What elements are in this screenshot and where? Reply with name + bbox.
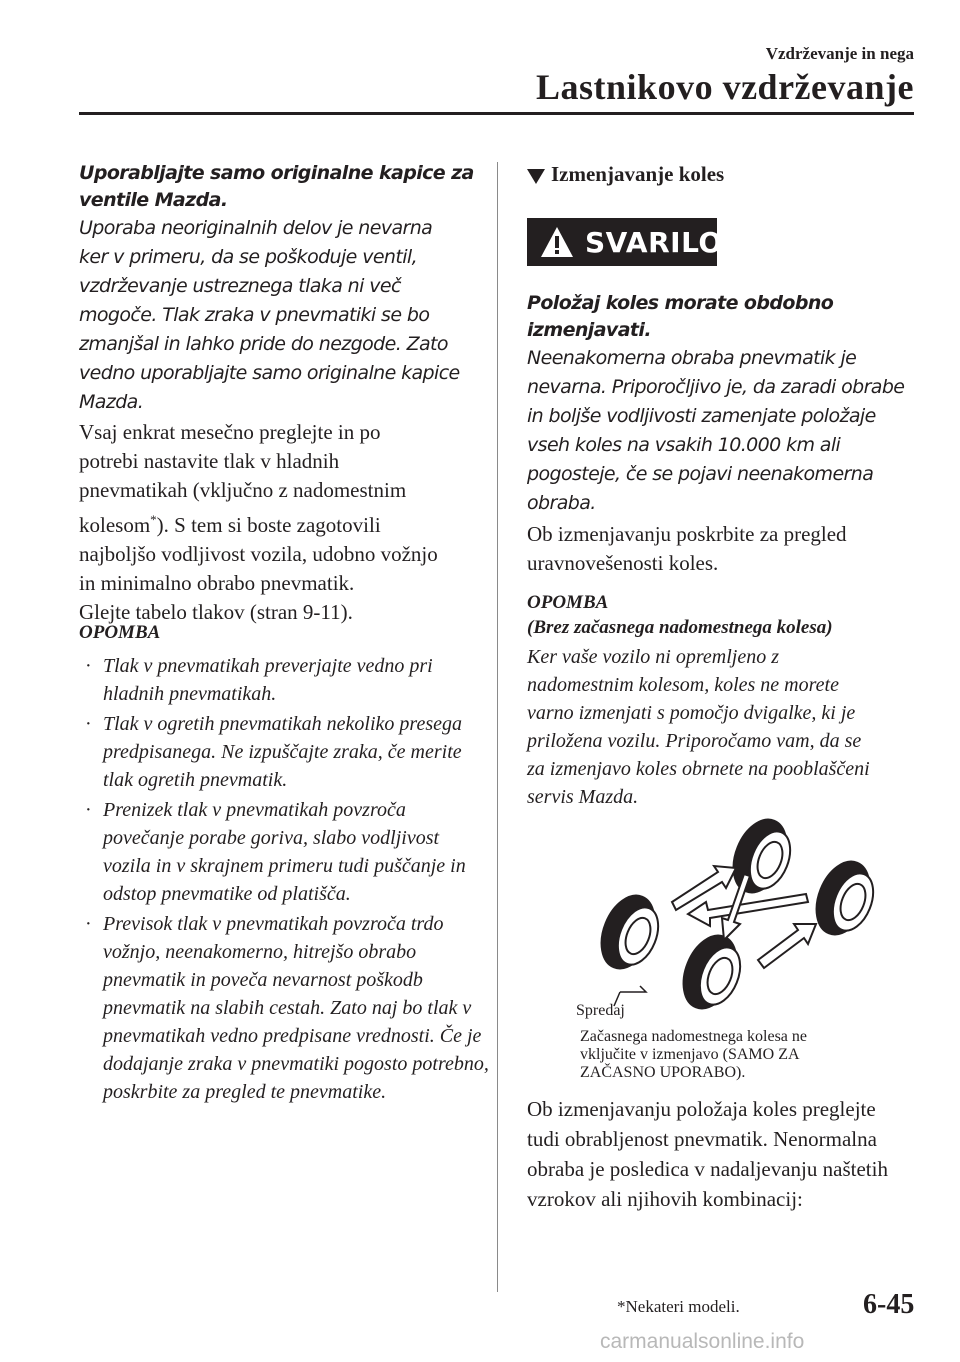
note-bullet bbox=[79, 910, 489, 1106]
left-warning-body-line: Mazda. bbox=[79, 391, 144, 413]
bullet-text: Tlak v pnevmatikah preverjajte vedno pri hladnih pnevmatikah. bbox=[103, 655, 433, 705]
warning-badge bbox=[527, 218, 723, 266]
warning-triangle-icon bbox=[539, 225, 575, 259]
left-warning-body-line: mogoče. Tlak zraka v pnevmatiki se bo bbox=[79, 304, 430, 326]
paragraph-line: obraba je posledica v nadaljevanju naštetih bbox=[527, 1157, 888, 1181]
paragraph-line: Ob izmenjavanju položaja koles preglejte bbox=[527, 1097, 876, 1121]
right-warning-body-line: obraba. bbox=[527, 492, 596, 514]
left-note-heading: OPOMBA bbox=[79, 622, 161, 643]
left-warning-body bbox=[79, 214, 479, 417]
note-bullet bbox=[79, 796, 489, 908]
note-bullet bbox=[79, 710, 489, 794]
paragraph-line: uravnovešenosti koles. bbox=[527, 551, 719, 575]
paragraph-line: najboljšo vodljivost vozila, udobno vožnjo bbox=[79, 542, 438, 566]
right-warning-title bbox=[527, 290, 927, 344]
paragraph-line: tudi obrabljenost pnevmatik. Nenormalna bbox=[527, 1127, 877, 1151]
page-number: 6-45 bbox=[863, 1289, 915, 1320]
paragraph-line: potrebi nastavite tlak v hladnih bbox=[79, 449, 340, 473]
bullet-text: Tlak v ogretih pnevmatikah nekoliko presega predpisanega. Ne izpuščajte zraka, če merite tlak ogretih pnevmatik. bbox=[103, 713, 462, 791]
balance-paragraph bbox=[527, 520, 927, 578]
figure-caption bbox=[580, 1028, 900, 1082]
bullet-dot: · bbox=[85, 913, 92, 935]
left-warning-body-line: ker v primeru, da se poškoduje ventil, bbox=[79, 246, 418, 268]
wear-inspection-paragraph bbox=[527, 1094, 937, 1214]
right-warning-body-line: nevarna. Priporočljivo je, da zaradi obrabe bbox=[527, 376, 905, 398]
footnote: *Nekateri modeli. bbox=[617, 1297, 740, 1316]
paragraph-line: Ob izmenjavanju poskrbite za pregled bbox=[527, 522, 847, 546]
warning-label: SVARILO bbox=[585, 226, 723, 259]
footnote-marker: * bbox=[150, 512, 157, 527]
section-title-text: Izmenjavanje koles bbox=[551, 162, 725, 186]
note-bullet bbox=[79, 652, 489, 708]
note-subheading: (Brez začasnega nadomestnega kolesa) bbox=[527, 617, 833, 638]
left-warning-title-line: ventile Mazda. bbox=[79, 189, 228, 211]
bullet-text: Prenizek tlak v pnevmatikah povzroča povečanje porabe goriva, slabo vodljivost vozila in v skrajnem primeru tudi puščanje in odstop pnevmatike od platišča. bbox=[103, 799, 466, 905]
running-header-chapter: Lastnikovo vzdrževanje bbox=[536, 67, 914, 107]
running-header-section: Vzdrževanje in nega bbox=[765, 44, 914, 63]
note-line: za izmenjavo koles obrnete na pooblaščeni bbox=[527, 758, 870, 780]
front-label: Spredaj bbox=[576, 1002, 625, 1019]
right-warning-body bbox=[527, 344, 927, 518]
tire-rotation-figure bbox=[560, 810, 900, 1040]
right-warning-body-line: vseh koles na vsakih 10.000 km ali bbox=[527, 434, 841, 456]
right-warning-title-line: izmenjavati. bbox=[527, 319, 651, 341]
watermark: carmanualsonline.info bbox=[600, 1330, 805, 1353]
tire-left-front-icon bbox=[674, 928, 748, 1016]
paragraph-text: ). S tem si boste zagotovili bbox=[156, 513, 381, 537]
tire-right-front-icon bbox=[807, 854, 881, 942]
right-note-heading bbox=[527, 590, 833, 640]
left-warning-title bbox=[79, 160, 479, 214]
note-bullet-list bbox=[79, 652, 489, 1108]
right-warning-body-line: in boljše vodljivosti zamenjate položaje bbox=[527, 405, 876, 427]
header-rule bbox=[79, 112, 914, 115]
bullet-dot: · bbox=[85, 655, 92, 677]
tire-pressure-paragraph bbox=[79, 418, 489, 627]
section-triangle-icon bbox=[527, 169, 545, 184]
note-line: varno izmenjati s pomočjo dvigalke, ki je bbox=[527, 702, 856, 724]
note-line: nadomestnim kolesom, koles ne morete bbox=[527, 674, 839, 696]
note-line: Ker vaše vozilo ni opremljeno z bbox=[527, 646, 780, 668]
note-heading: OPOMBA bbox=[527, 592, 609, 613]
paragraph-line bbox=[79, 505, 489, 540]
paragraph-text: kolesom bbox=[79, 513, 151, 537]
page-reference: Glejte tabelo tlakov (stran 9-11). bbox=[79, 600, 353, 624]
note-line: servis Mazda. bbox=[527, 786, 639, 808]
caption-line: Začasnega nadomestnega kolesa ne bbox=[580, 1028, 808, 1045]
bullet-dot: · bbox=[85, 713, 92, 735]
paragraph-line: pnevmatikah (vključno z nadomestnim bbox=[79, 478, 407, 502]
left-warning-body-line: vedno uporabljajte samo originalne kapice bbox=[79, 362, 460, 384]
left-warning-body-line: zmanjšal in lahko pride do nezgode. Zato bbox=[79, 333, 448, 355]
paragraph-line: Vsaj enkrat mesečno preglejte in po bbox=[79, 420, 381, 444]
paragraph-line: in minimalno obrabo pnevmatik. bbox=[79, 571, 355, 595]
column-divider bbox=[497, 162, 498, 1292]
left-warning-title-line: Uporabljajte samo originalne kapice za bbox=[79, 162, 474, 184]
tire-rear-right-icon bbox=[724, 812, 798, 900]
caption-line: vključite v izmenjavo (SAMO ZA bbox=[580, 1046, 800, 1063]
bullet-text: Previsok tlak v pnevmatikah povzroča trdo vožnjo, neenakomerno, hitrejšo obrabo pnevmatik in poveča nevarnost poškodb pnevmatik na slabih cestah. Zato naj bo tlak v pnevmatikah vedno predpisane vrednosti. Če je dodajanje zraka v pnevmatiki pogosto potrebno, poskrbite za pregled te pnevmatike. bbox=[103, 913, 489, 1103]
right-warning-title-line: Položaj koles morate obdobno bbox=[527, 292, 834, 314]
paragraph-line: vzrokov ali njihovih kombinacij: bbox=[527, 1187, 803, 1211]
right-warning-body-line: pogosteje, če se pojavi neenakomerna bbox=[527, 463, 874, 485]
left-warning-body-line: Uporaba neoriginalnih delov je nevarna bbox=[79, 217, 433, 239]
note-line: priložena vozilu. Priporočamo vam, da se bbox=[527, 730, 862, 752]
left-warning-body-line: vzdrževanje ustreznega tlaka ni več bbox=[79, 275, 401, 297]
right-warning-body-line: Neenakomerna obraba pnevmatik je bbox=[527, 347, 857, 369]
section-title bbox=[527, 162, 724, 187]
right-note-text bbox=[527, 643, 927, 811]
tire-left-rear-icon bbox=[592, 888, 666, 976]
caption-line: ZAČASNO UPORABO). bbox=[580, 1064, 746, 1081]
bullet-dot: · bbox=[85, 799, 92, 821]
